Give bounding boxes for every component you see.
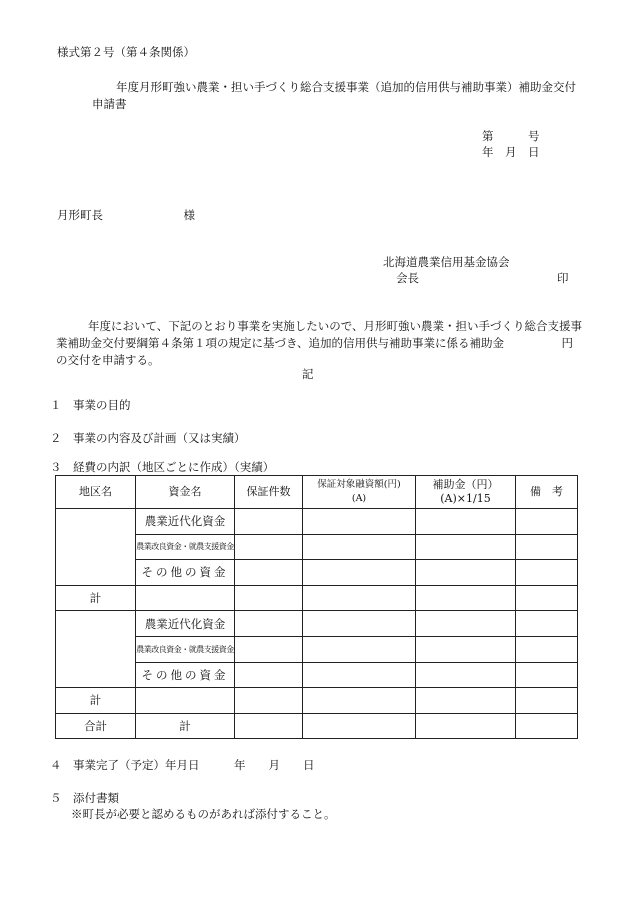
count-cell[interactable] <box>235 636 303 662</box>
header-fund: 資金名 <box>136 476 235 509</box>
subtotal-label: 計 <box>56 585 136 611</box>
document-title: 年度月形町強い農業・担い手づくり総合支援事業（追加的信用供与補助事業）補助金交付申請書 <box>92 80 576 111</box>
grand-total-fund-label: 計 <box>136 713 235 739</box>
count-cell[interactable] <box>235 534 303 560</box>
remarks-cell[interactable] <box>516 534 578 560</box>
header-count: 保証件数 <box>235 476 303 509</box>
ki-heading: 記 <box>302 367 314 381</box>
subtotal-row <box>56 585 578 611</box>
header-subsidy-line2: (A)×1/15 <box>440 492 491 505</box>
subsidy-cell[interactable] <box>416 534 516 560</box>
fund-name-cell: 農業改良資金・就農支援資金 <box>136 636 235 662</box>
amount-cell[interactable] <box>303 688 416 714</box>
amount-cell[interactable] <box>303 636 416 662</box>
amount-cell[interactable] <box>303 560 416 586</box>
amount-cell[interactable] <box>303 509 416 535</box>
remarks-cell[interactable] <box>516 585 578 611</box>
amount-cell[interactable] <box>303 534 416 560</box>
subsidy-cell[interactable] <box>416 560 516 586</box>
item-3: ３ 経費の内訳（地区ごとに作成）（実績） <box>50 460 275 474</box>
item-2: ２ 事業の内容及び計画（又は実績） <box>50 431 246 445</box>
header-amount <box>303 476 416 509</box>
header-subsidy <box>416 476 516 509</box>
application-body: 年度において、下記のとおり事業を実施したいので、月形町強い農業・担い手づくり総合支援事業補助金交付要綱第４条第１項の規定に基づき、追加的信用供与補助事業に係る補助金 円の交付を申請する。 <box>56 319 583 367</box>
count-cell[interactable] <box>235 662 303 688</box>
remarks-cell[interactable] <box>516 560 578 586</box>
fund-name-cell: 農業近代化資金 <box>136 611 235 637</box>
header-amount-line2: (A) <box>351 493 367 504</box>
subsidy-cell[interactable] <box>416 662 516 688</box>
subsidy-cell[interactable] <box>416 688 516 714</box>
header-subsidy-line1: 補助金（円） <box>432 478 499 491</box>
amount-cell[interactable] <box>303 611 416 637</box>
item-5-note: ※町長が必要と認めるものがあれば添付すること。 <box>71 807 336 821</box>
header-amount-line1: 保証対象融資額(円) <box>317 479 401 490</box>
fund-name-cell: 農業改良資金・就農支援資金 <box>136 534 235 560</box>
form-number: 様式第２号（第４条関係） <box>57 45 195 59</box>
table-header-row <box>56 476 578 509</box>
remarks-cell[interactable] <box>516 688 578 714</box>
count-cell[interactable] <box>235 560 303 586</box>
grand-total-label: 合計 <box>56 713 136 739</box>
remarks-cell[interactable] <box>516 611 578 637</box>
item-4: ４ 事業完了（予定）年月日 年 月 日 <box>50 758 315 772</box>
addressee: 月形町長 様 <box>57 208 195 222</box>
remarks-cell[interactable] <box>516 509 578 535</box>
seal-mark: 印 <box>557 271 569 285</box>
fund-name-cell: 農業近代化資金 <box>136 509 235 535</box>
fund-name-cell <box>136 585 235 611</box>
header-remarks: 備 考 <box>516 476 578 509</box>
subsidy-cell[interactable] <box>416 509 516 535</box>
fund-name-cell: その他の資金 <box>136 662 235 688</box>
amount-cell[interactable] <box>303 585 416 611</box>
subsidy-cell[interactable] <box>416 636 516 662</box>
fund-name-cell <box>136 688 235 714</box>
subsidy-cell[interactable] <box>416 611 516 637</box>
item-1: １ 事業の目的 <box>50 398 131 412</box>
subsidy-cell[interactable] <box>416 713 516 739</box>
remarks-cell[interactable] <box>516 636 578 662</box>
table-row <box>56 509 578 535</box>
document-number: 第 号 <box>482 129 540 143</box>
remarks-cell[interactable] <box>516 662 578 688</box>
applicant-organization: 北海道農業信用基金協会 <box>383 255 510 269</box>
count-cell[interactable] <box>235 585 303 611</box>
amount-cell[interactable] <box>303 713 416 739</box>
item-5: ５ 添付書類 <box>50 791 119 805</box>
fund-name-cell: その他の資金 <box>136 560 235 586</box>
subtotal-row <box>56 688 578 714</box>
subtotal-label: 計 <box>56 688 136 714</box>
grand-total-row <box>56 713 578 739</box>
count-cell[interactable] <box>235 688 303 714</box>
subsidy-cell[interactable] <box>416 585 516 611</box>
expense-table <box>55 475 578 739</box>
table-row <box>56 611 578 637</box>
count-cell[interactable] <box>235 713 303 739</box>
remarks-cell[interactable] <box>516 713 578 739</box>
header-district: 地区名 <box>56 476 136 509</box>
count-cell[interactable] <box>235 509 303 535</box>
count-cell[interactable] <box>235 611 303 637</box>
district-cell[interactable] <box>56 611 136 688</box>
amount-cell[interactable] <box>303 662 416 688</box>
document-date: 年 月 日 <box>482 145 540 159</box>
applicant-title: 会長 <box>396 271 419 285</box>
district-cell[interactable] <box>56 509 136 586</box>
